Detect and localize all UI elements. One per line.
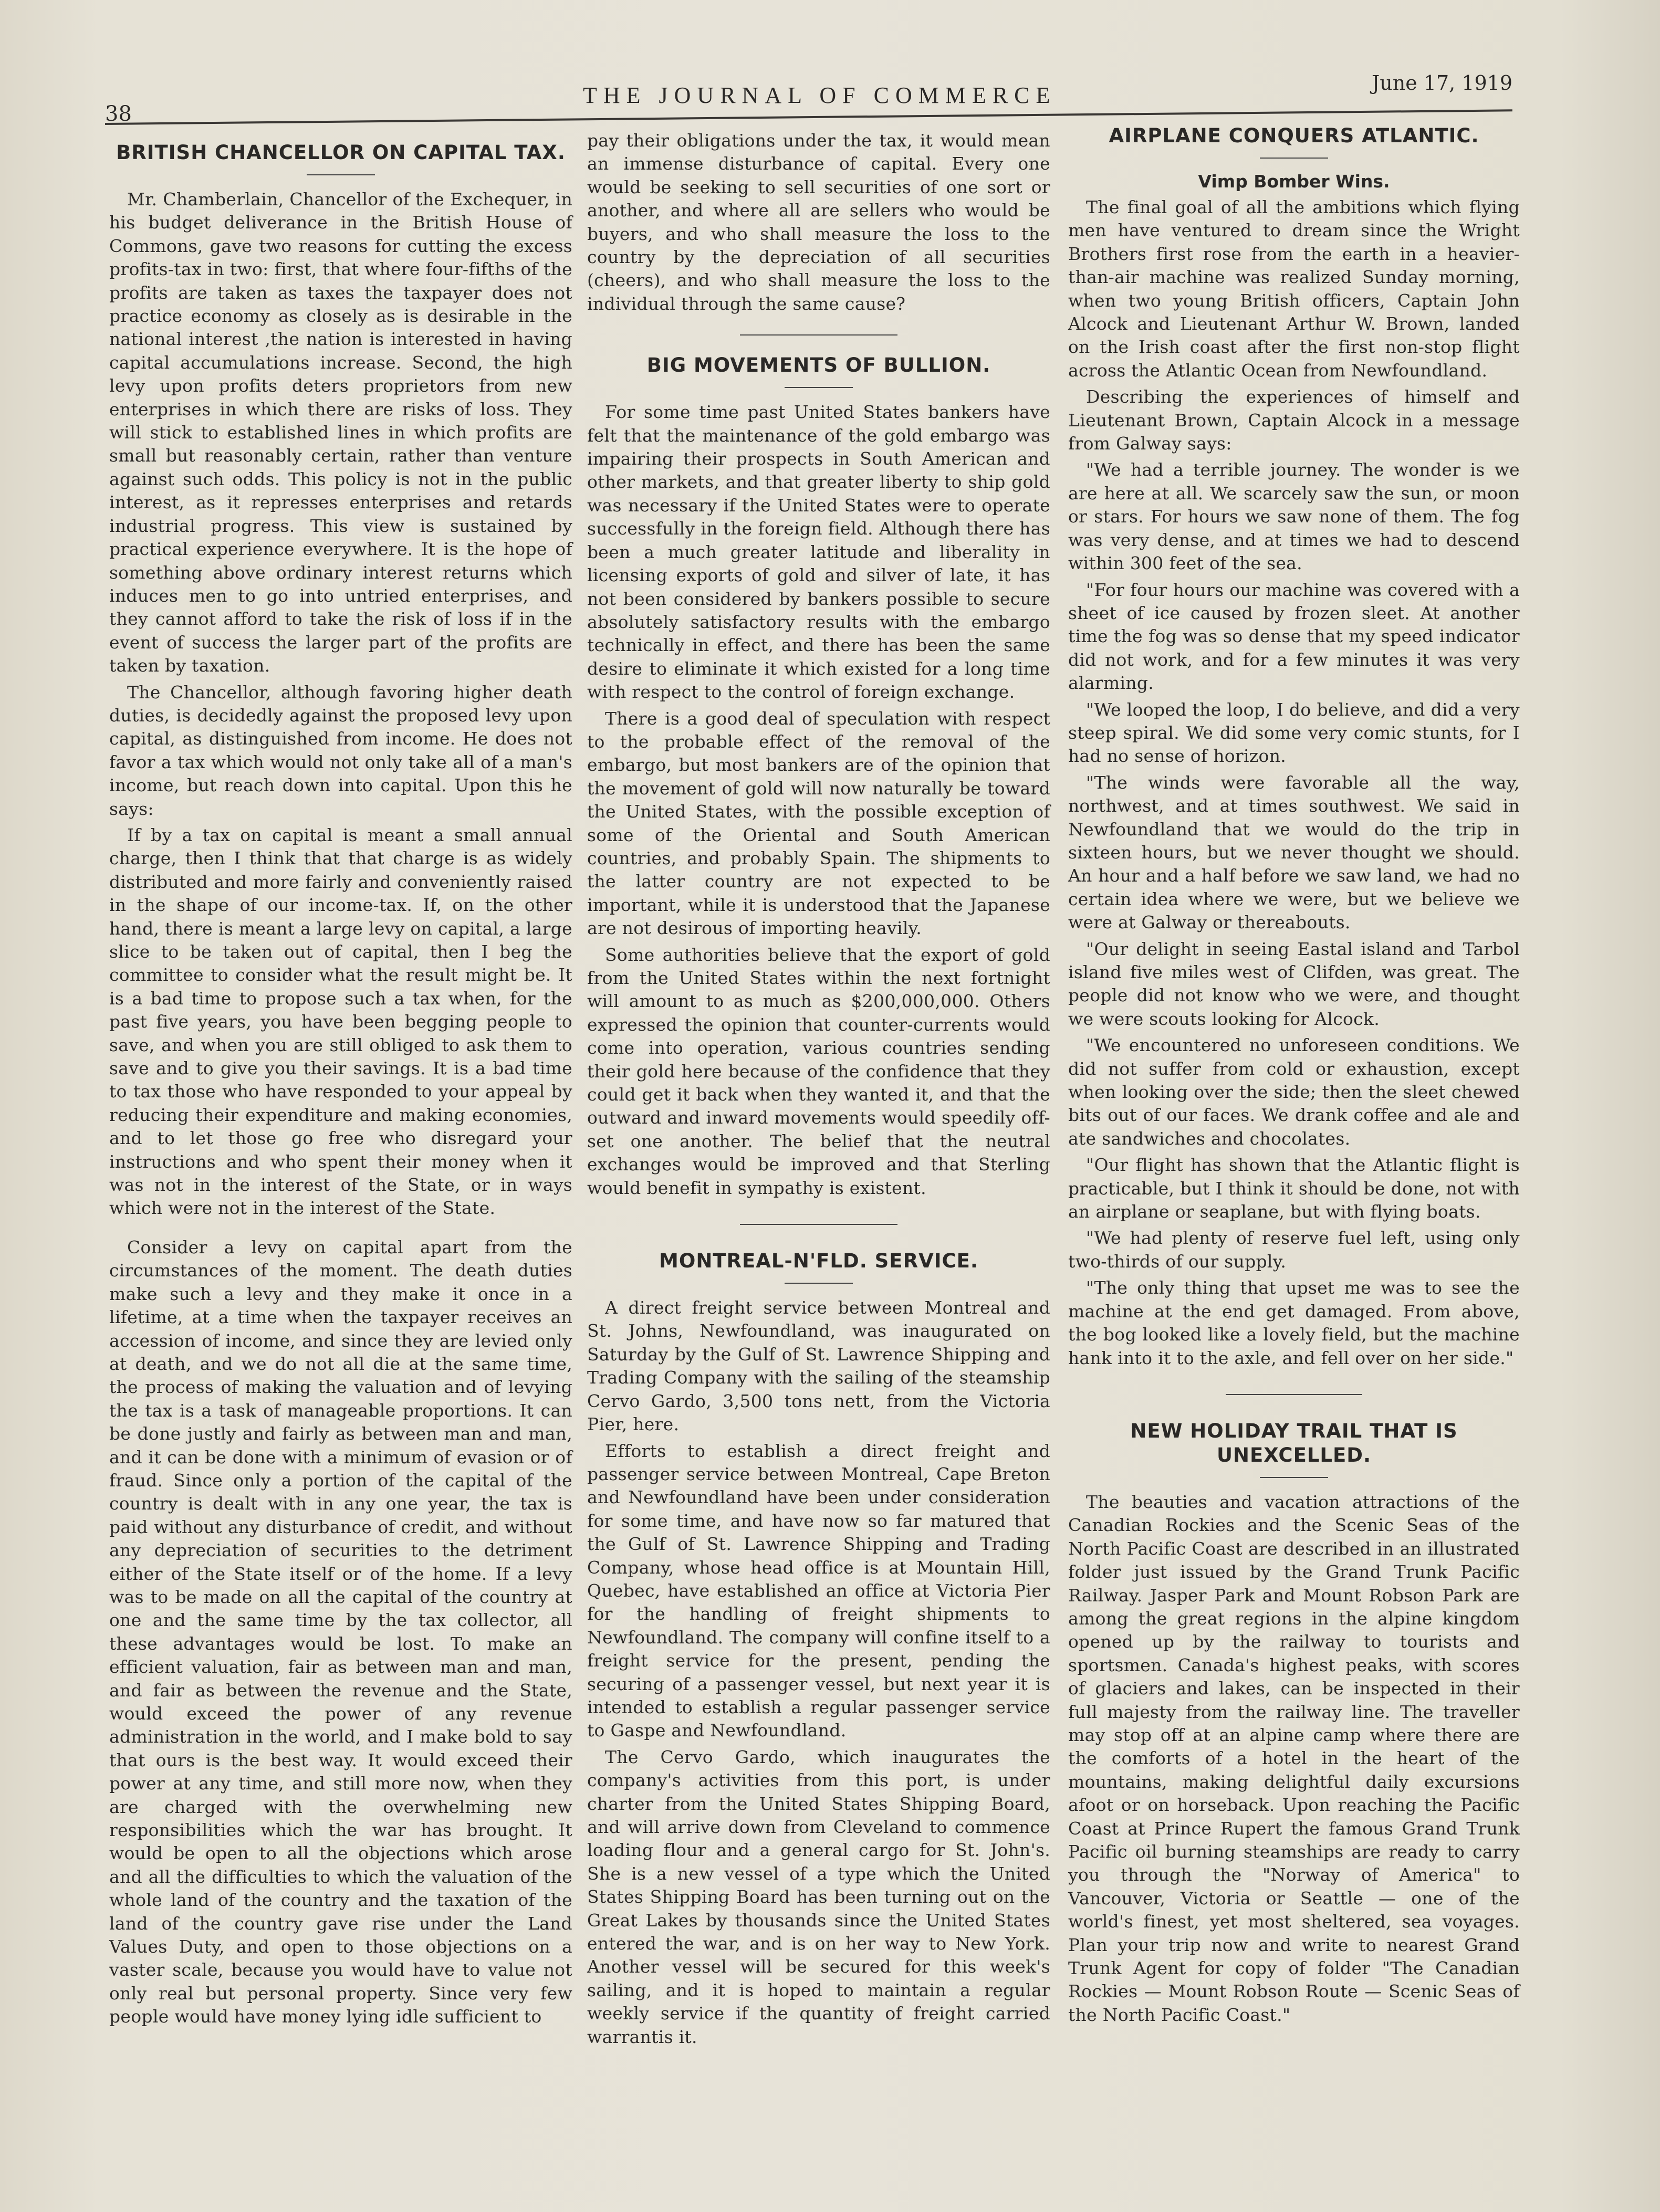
headline-rule (785, 1283, 853, 1284)
headline-rule (307, 174, 375, 175)
paragraph: The Chancellor, although favoring higher death duties, is decidedly against the proposed levy upon capital, as distinguished from income. He does not favor a tax which would not only take all of a man's income, but reach down into capital. Upon this he says: (109, 682, 572, 819)
paragraph-continued: pay their obligations under the tax, it would mean an immense disturbance of capital. Every one would be seeking to sell securities of one sort or another, and where all are sellers who would be buyers, and who shall measure the loss to the country by the depreciation of all securities (cheers), and who shall measure the loss to the individual through the same cause? (587, 130, 1050, 314)
paragraph: If by a tax on capital is meant a small annual charge, then I think that that charge is as widely distributed and more fairly and conveniently raised in the shape of our income-tax. If, on the other hand, there is meant a large levy on capital, a large slice to be taken out of capital, then I beg the committee to consider what the result might be. It is a bad time to propose such a tax when, for the past five years, you have been begging people to save, and when you are still obliged to ask them to save and to give you their savings. It is a bad time to tax those who have responded to your appeal by reducing their expenditure and making economies, and to let those go free who disregard your instructions and who spent their money when it was not in the interest of the State, or in ways which were not in the interest of the State. (109, 824, 572, 1219)
paragraph: The final goal of all the ambitions which flying men have ventured to dream since the Wright Brothers first rose from the earth in a heavier-than-air machine was realized Sunday morning, when two young British officers, Captain John Alcock and Lieutenant Arthur W. Brown, landed on the Irish coast after the first non-stop flight across the Atlantic Ocean from Newfoundland. (1068, 197, 1520, 381)
headline-bullion: BIG MOVEMENTS OF BULLION. (646, 354, 991, 377)
column-middle (587, 129, 1050, 2049)
separator-rule (740, 334, 897, 336)
paragraph: There is a good deal of speculation with respect to the probable effect of the removal of the embargo, but most bankers are of the opinion that the movement of gold will now naturally be toward the United States, with the possible exception of some of the Oriental and South American countries, and probably Spain. The shipments to the latter country are not expected to be important, while it is understood that the Japanese are not desirous of importing heavily. (587, 708, 1050, 939)
paragraph: A direct freight service between Montreal and St. Johns, Newfoundland, was inaugurated on Saturday by the Gulf of St. Lawrence Shipping and Trading Company with the sailing of the steamship Cervo Gardo, 3,500 tons nett, from the Victoria Pier, here. (587, 1297, 1050, 1435)
issue-date: June 17, 1919 (1372, 71, 1512, 95)
page-header (105, 69, 1512, 132)
headline-rule (785, 387, 853, 388)
column-right (1068, 124, 1520, 2027)
paragraph: "For four hours our machine was covered with a sheet of ice caused by frozen sleet. At another time the fog was so dense that my speed indicator did not work, and for a few minutes it was very alarming. (1068, 579, 1520, 694)
paragraph: "Our delight in seeing Eastal island and Tarbol island five miles west of Clifden, was great. The people did not know who we were, and thought we were scouts looking for Alcock. (1068, 938, 1520, 1029)
paragraph: Consider a levy on capital apart from the circumstances of the moment. The death duties make such a levy and they make it once in a lifetime, at a time when the taxpayer receives an accession of income, and since they are levied only at death, and we do not all die at the same time, the process of making the valuation and of levying the tax is a task of manageable proportions. It can be done justly and fairly as between man and man, and it can be done with a minimum of evasion or of fraud. Since only a portion of the capital of the country is dealt with in any one year, the tax is paid without any disturbance of credit, and without any depreciation of securities to the detriment either of the State itself or of the home. If a levy was to be made on all the capital of the country at one and the same time by the tax collector, all these advantages would be lost. To make an efficient valuation, fair as between man and man, and fair as between the revenue and the State, would exceed the power of any revenue administration in the world, and I make bold to say that ours is the best way. It would exceed their power at any time, and still more now, when they are charged with the overwhelming new responsibilities which the war has brought. It would be open to all the objections which arose and all the difficulties to which the valuation of the whole land of the country and the taxation of the land of the country gave rise under the Land Values Duty, and open to those objections on a vaster scale, because you would have to value not only real but personal property. Since very few people would have money lying idle sufficient to (109, 1236, 572, 2027)
column-left (109, 138, 572, 2029)
header-rule (105, 109, 1512, 125)
headline-chancellor: BRITISH CHANCELLOR ON CAPITAL TAX. (116, 141, 566, 164)
paragraph: "We had plenty of reserve fuel left, using only two-thirds of our supply. (1068, 1228, 1520, 1272)
paragraph: "The winds were favorable all the way, northwest, and at times southwest. We said in Newfoundland that we would do the trip in sixteen hours, but we never thought we should. An hour and a half before we saw land, we had no certain idea where we were, but we believe we were at Galway or thereabouts. (1068, 772, 1520, 933)
paragraph: The beauties and vacation attractions of the Canadian Rockies and the Scenic Seas of the North Pacific Coast are described in an illustrated folder just issued by the Grand Trunk Pacific Railway. Jasper Park and Mount Robson Park are among the great regions in the alpine kingdom opened up by the railway to tourists and sportsmen. Canada's highest peaks, with scores of glaciers and lakes, can be inspected in their full majesty from the railway line. The traveller may stop off at an alpine camp where there are the comforts of a hotel in the heart of the mountains, making delightful daily excursions afoot or on horseback. Upon reaching the Pacific Coast at Prince Rupert the famous Grand Trunk Pacific oil burning steamships are ready to carry you through the "Norway of America" to Vancouver, Victoria or Seattle — one of the world's finest, yet most sheltered, sea voyages. Plan your trip now and write to nearest Grand Trunk Agent for copy of folder "The Canadian Rockies — Mount Robson Route — Scenic Seas of the North Pacific Coast." (1068, 1491, 1520, 2025)
headline-holiday: NEW HOLIDAY TRAIL THAT IS UNEXCELLED. (1130, 1419, 1458, 1466)
paragraph: Efforts to establish a direct freight and passenger service between Montreal, Cape Breton and Newfoundland have been under consideration for some time, and have now so far matured that the Gulf of St. Lawrence Shipping and Trading Company, whose head office is at Mountain Hill, Quebec, have established an office at Victoria Pier for the handling of freight shipments to Newfoundland. The company will confine itself to a freight service for the present, pending the securing of a passenger vessel, but next year it is intended to establish a regular passenger service to Gaspe and Newfoundland. (587, 1440, 1050, 1741)
paragraph: Describing the experiences of himself and Lieutenant Brown, Captain Alcock in a message from Galway says: (1068, 386, 1520, 454)
paragraph: "We encountered no unforeseen conditions. We did not suffer from cold or exhaustion, except when looking over the side; then the sleet chewed bits out of our faces. We drank coffee and ale and ate sandwiches and chocolates. (1068, 1035, 1520, 1149)
paragraph: "We looped the loop, I do believe, and did a very steep spiral. We did some very comic stunts, for I had no sense of horizon. (1068, 699, 1520, 767)
article-chancellor (109, 141, 572, 2029)
article-bullion (587, 353, 1050, 1200)
headline-rule (1260, 158, 1328, 159)
article-holiday (1068, 1419, 1520, 2027)
paragraph: Mr. Chamberlain, Chancellor of the Exchequer, in his budget deliverance in the British House of Commons, gave two reasons for cutting the excess profits-tax in two: first, that where four-fifths of the profits are taken as taxes the taxpayer does not practice economy as closely as is desirable in the national interest ,the nation is interested in having capital accumulations increase. Second, the high levy upon profits deters proprietors from new enterprises in which there are risks of loss. They will stick to established lines in which profits are small but reasonably certain, rather than venture against such odds. This policy is not in the public interest, as it represses enterprises and retards industrial progress. This view is sustained by practical experience everywhere. It is the hope of something above ordinary interest returns which induces men to go into untried enterprises, and they cannot afford to take the risk of loss if in the event of success the larger part of the profits are taken by taxation. (109, 189, 572, 676)
article-montreal (587, 1249, 1050, 2049)
headline-rule (1260, 1477, 1328, 1478)
paragraph: "Our flight has shown that the Atlantic flight is practicable, but I think it should be done, not with an airplane or seaplane, but with flying boats. (1068, 1155, 1520, 1222)
paragraph: Some authorities believe that the export of gold from the United States within the next fortnight will amount to as much as $200,000,000. Others expressed the opinion that counter-currents would come into operation, various countries sending their gold here because of the confidence that they could get it back when they wanted it, and that the outward and inward movements would speedily off-set one another. The belief that the neutral exchanges would be improved and that Sterling would benefit in sympathy is existent. (587, 944, 1050, 1198)
journal-title: THE JOURNAL OF COMMERCE (583, 82, 1057, 108)
page-number: 38 (105, 102, 132, 126)
paragraph: "We had a terrible journey. The wonder is we are here at all. We scarcely saw the sun, or moon or stars. For hours we saw none of them. The fog was very dense, and at times we had to descend within 300 feet of the sea. (1068, 459, 1520, 574)
separator-rule (1226, 1394, 1362, 1395)
separator-rule (740, 1224, 897, 1225)
headline-montreal: MONTREAL-N'FLD. SERVICE. (659, 1250, 978, 1273)
paragraph: "The only thing that upset me was to see the machine at the end get damaged. From above, the bog looked like a lovely field, but the machine hank into it to the axle, and fell over on her side." (1068, 1277, 1520, 1368)
article-airplane (1068, 124, 1520, 1370)
headline-airplane: AIRPLANE CONQUERS ATLANTIC. (1109, 124, 1479, 147)
paragraph: For some time past United States bankers have felt that the maintenance of the gold embargo was impairing their prospects in South American and other markets, and that greater liberty to ship gold was necessary if the United States were to operate successfully in the foreign field. Although there has been a much greater latitude and liberality in licensing exports of gold and silver of late, it has not been considered by bankers possible to secure absolutely satisfactory results with the embargo technically in effect, and there has been the same desire to eliminate it which existed for a long time with respect to the control of foreign exchange. (587, 402, 1050, 703)
paragraph: The Cervo Gardo, which inaugurates the company's activities from this port, is under charter from the United States Shipping Board, and will arrive down from Cleveland to commence loading flour and a general cargo for St. John's. She is a new vessel of a type which the United States Shipping Board has been turning out on the Great Lakes by thousands since the United States entered the war, and is on her way to New York. Another vessel will be secured for this week's sailing, and it is hoped to maintain a regular weekly service if the quantity of freight carried warrantis it. (587, 1746, 1050, 2047)
subheadline-airplane: Vimp Bomber Wins. (1198, 171, 1390, 192)
